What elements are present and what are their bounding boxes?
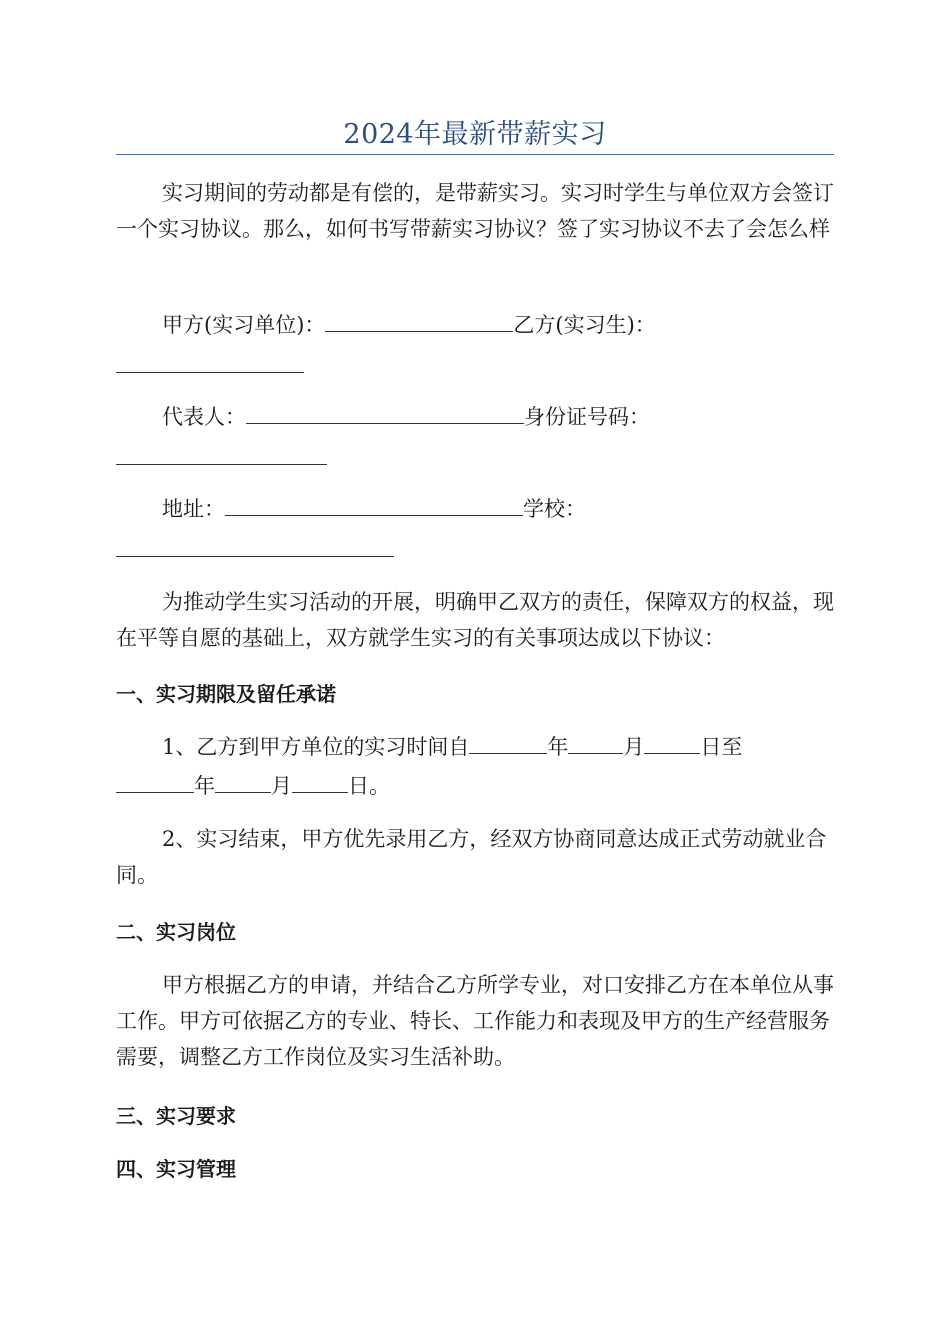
intro-paragraph: 实习期间的劳动都是有偿的，是带薪实习。实习时学生与单位双方会签订一个实习协议。那么，如何书写带薪实习协议？签了实习协议不去了会怎么样: [116, 181, 834, 241]
address-row: [162, 491, 586, 527]
year-label-2: 年: [194, 774, 215, 798]
section-heading-2: 二、实习岗位: [116, 920, 236, 944]
party-row: [162, 307, 656, 343]
id-number-blank[interactable]: [116, 464, 327, 465]
school-blank[interactable]: [116, 556, 394, 557]
day-end-label: 日。: [348, 774, 390, 798]
section-heading-3: 三、实习要求: [116, 1104, 236, 1128]
party-a-blank[interactable]: [325, 309, 513, 332]
clause-2-paragraph: 2、实习结束，甲方优先录用乙方，经双方协商同意达成正式劳动就业合同。: [116, 827, 827, 887]
clause-1-line-1: [162, 729, 742, 765]
school-label: 学校：: [523, 497, 586, 521]
representative-blank[interactable]: [246, 401, 524, 424]
section-heading-1: 一、实习期限及留任承诺: [116, 682, 336, 706]
section-heading-4: 四、实习管理: [116, 1157, 236, 1181]
end-year-blank[interactable]: [116, 770, 194, 793]
end-day-blank[interactable]: [292, 770, 348, 793]
end-month-blank[interactable]: [215, 770, 271, 793]
party-b-blank[interactable]: [116, 372, 304, 373]
start-day-blank[interactable]: [644, 731, 700, 754]
start-month-blank[interactable]: [568, 731, 623, 754]
start-year-blank[interactable]: [469, 731, 547, 754]
title-divider: [116, 154, 834, 155]
clause-1-line-2: [116, 768, 390, 804]
section-2-body: 甲方根据乙方的申请，并结合乙方所学专业，对口安排乙方在本单位从事工作。甲方可依据乙方的专业、特长、工作能力和表现及甲方的生产经营服务需要，调整乙方工作岗位及实习生活补助。: [116, 973, 834, 1069]
address-blank[interactable]: [225, 493, 523, 516]
preamble-paragraph: 为推动学生实习活动的开展，明确甲乙双方的责任，保障双方的权益，现在平等自愿的基础上，双方就学生实习的有关事项达成以下协议：: [116, 590, 834, 650]
id-number-label: 身份证号码：: [524, 405, 650, 429]
month-label: 月: [623, 735, 645, 759]
clause-1-prefix: 1、乙方到甲方单位的实习时间自: [162, 735, 470, 759]
representative-label: 代表人：: [162, 405, 246, 429]
party-a-label: 甲方(实习单位)：: [162, 313, 326, 337]
document-title: 2024年最新带薪实习: [343, 119, 607, 150]
address-label: 地址：: [162, 497, 225, 521]
month-label-2: 月: [271, 774, 292, 798]
representative-row: [162, 399, 650, 435]
party-b-label: 乙方(实习生)：: [513, 313, 656, 337]
day-to-label: 日至: [700, 735, 743, 759]
year-label: 年: [547, 735, 569, 759]
